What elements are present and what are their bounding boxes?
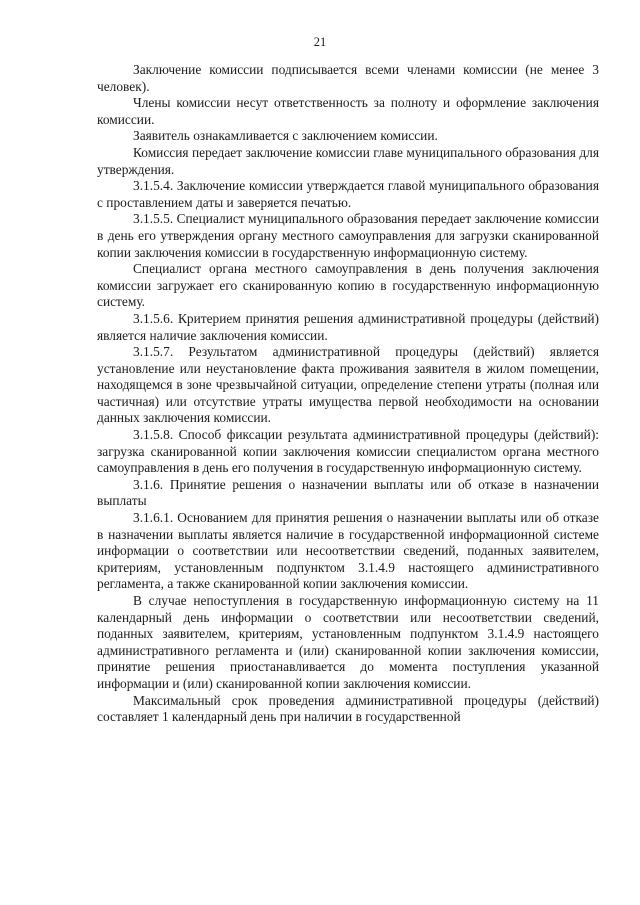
paragraph-3-1-5-7: 3.1.5.7. Результатом административной процедуры (действий) является установление или неустановление факта проживания заявителя в жилом помещении, находящемся в зоне чрезвычайной ситуации, определение степени утраты (полная или частичная) или отсутствие утраты имущества первой необходимости на основании данных заключения комиссии.: [97, 344, 599, 426]
paragraph-3-1-5-6: 3.1.5.6. Критерием принятия решения административной процедуры (действий) является наличие заключения комиссии.: [97, 310, 599, 343]
document-body: [97, 62, 599, 726]
paragraph-max-duration: Максимальный срок проведения административной процедуры (действий) составляет 1 календарный день при наличии в государственной: [97, 692, 599, 725]
paragraph-approval-transfer: Комиссия передает заключение комиссии главе муниципального образования для утверждения.: [97, 144, 599, 177]
paragraph-3-1-5-5: 3.1.5.5. Специалист муниципального образования передает заключение комиссии в день его утверждения органу местного самоуправления для загрузки сканированной копии заключения комиссии в государственную информационную систему.: [97, 211, 599, 260]
paragraph-specialist-upload: Специалист органа местного самоуправления в день получения заключения комиссии загружает его сканированную копию в государственную информационную систему.: [97, 261, 599, 310]
paragraph-applicant-review: Заявитель ознакамливается с заключением комиссии.: [133, 128, 438, 144]
page-number: 21: [313, 35, 327, 49]
paragraph-suspension: В случае непоступления в государственную информационную систему на 11 календарный день информации о соответствии или несоответствии сведений, поданных заявителем, критериям, установленным подпунктом 3.1.4.9 настоящего административного регламента и (или) сканированной копии заключения комиссии, принятие решения приостанавливается до момента поступления указанной информации и (или) сканированной копии заключения комиссии.: [97, 593, 599, 691]
paragraph-3-1-5-8: 3.1.5.8. Способ фиксации результата административной процедуры (действий): загрузка сканированной копии заключения комиссии специалистом органа местного самоуправления в день его получения в государственную информационную систему.: [97, 427, 599, 476]
paragraph-responsibility: Члены комиссии несут ответственность за полноту и оформление заключения комиссии.: [97, 95, 599, 127]
paragraph-3-1-6-1: 3.1.6.1. Основанием для принятия решения о назначении выплаты или об отказе в назначении выплаты является наличие в государственной информационной системе информации о соответствии или несоответствии сведений, поданных заявителем, критериям, установленным подпунктом 3.1.4.9 настоящего административного регламента, а также сканированной копии заключения комиссии.: [97, 510, 599, 592]
paragraph-3-1-5-4: 3.1.5.4. Заключение комиссии утверждается главой муниципального образования с проставлением даты и заверяется печатью.: [97, 178, 599, 210]
paragraph-3-1-6-heading: 3.1.6. Принятие решения о назначении выплаты или об отказе в назначении выплаты: [97, 476, 599, 509]
paragraph-signature: Заключение комиссии подписывается всеми членами комиссии (не менее 3 человек).: [97, 62, 599, 94]
